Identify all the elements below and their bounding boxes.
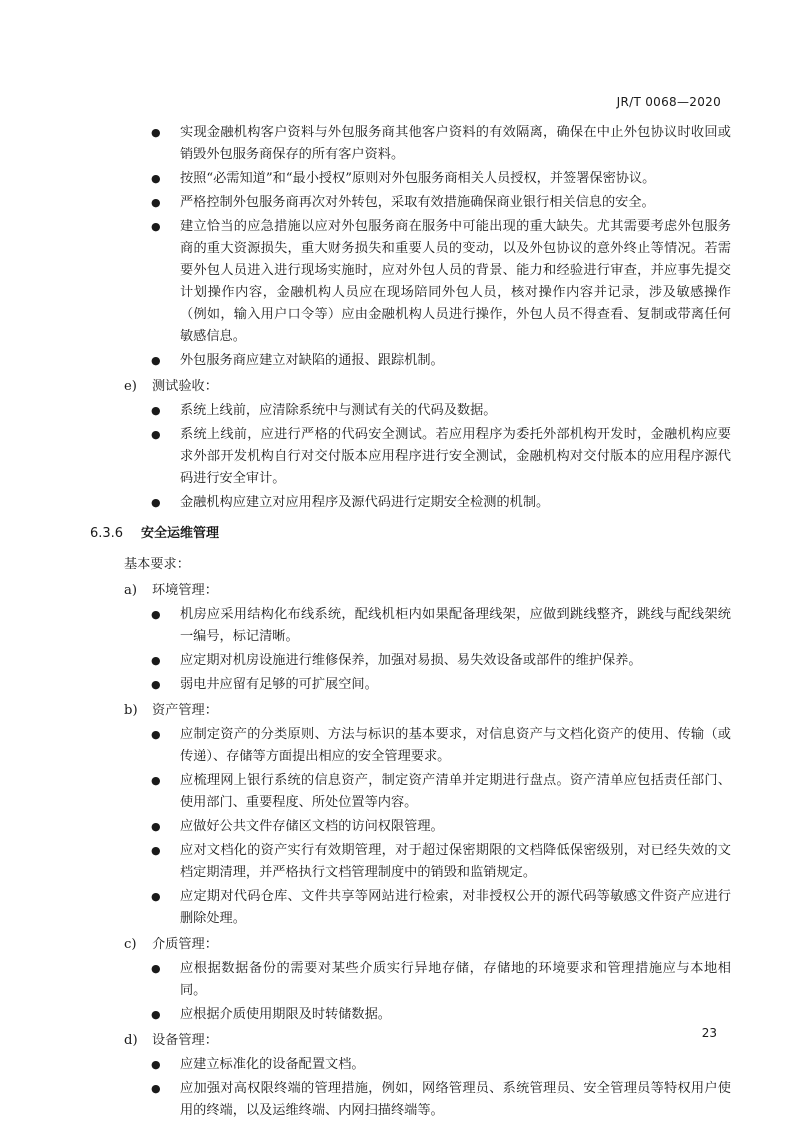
bullet-item	[0, 350, 793, 372]
bullet-icon: ●	[151, 774, 161, 787]
bullet-text: 机房应采用结构化布线系统，配线机柜内如果配备理线架，应做到跳线整齐，跳线与配线架统一编号，标记清晰。	[180, 607, 731, 644]
list-marker: d)	[124, 1033, 138, 1048]
bullet-text: 按照“必需知道”和“最小授权”原则对外包服务商相关人员授权，并签署保密协议。	[180, 171, 656, 186]
bullet-text: 外包服务商应建立对缺陷的通报、跟踪机制。	[180, 353, 444, 368]
bullet-icon: ●	[151, 1008, 161, 1021]
bullet-item	[0, 1054, 793, 1076]
page-content	[0, 122, 793, 1124]
bullet-text: 弱电井应留有足够的可扩展空间。	[180, 677, 378, 692]
bullet-icon: ●	[151, 608, 161, 621]
bullet-item	[0, 424, 793, 490]
testing-bullets	[0, 400, 793, 514]
environment-bullets	[0, 604, 793, 696]
page-number: 23	[701, 1026, 717, 1040]
bullet-text: 金融机构应建立对应用程序及源代码进行定期安全检测的机制。	[180, 495, 550, 510]
bullet-text: 应定期对机房设施进行维修保养，加强对易损、易失效设备或部件的维护保养。	[180, 653, 642, 668]
bullet-text: 应根据介质使用期限及时转储数据。	[180, 1007, 391, 1022]
list-item-d	[0, 1028, 793, 1054]
bullet-icon: ●	[151, 220, 161, 233]
bullet-icon: ●	[151, 428, 161, 441]
bullet-icon: ●	[151, 844, 161, 857]
bullet-icon: ●	[151, 678, 161, 691]
section-number: 6.3.6	[90, 526, 124, 541]
bullet-icon: ●	[151, 1058, 161, 1071]
document-code: JR/T 0068—2020	[616, 95, 721, 109]
bullet-text: 应做好公共文件存储区文档的访问权限管理。	[180, 819, 444, 834]
bullet-item	[0, 816, 793, 838]
intro-text: 基本要求：	[124, 557, 190, 572]
bullet-item	[0, 400, 793, 422]
list-marker: e)	[124, 379, 137, 394]
bullet-text: 应根据数据备份的需要对某些介质实行异地存储，存储地的环境要求和管理措施应与本地相同。	[180, 961, 731, 998]
bullet-icon: ●	[151, 654, 161, 667]
list-item-b	[0, 698, 793, 724]
bullet-item	[0, 1004, 793, 1026]
list-label: 测试验收：	[152, 379, 218, 394]
bullet-text: 系统上线前，应清除系统中与测试有关的代码及数据。	[180, 403, 497, 418]
bullet-icon: ●	[151, 126, 161, 139]
asset-bullets	[0, 724, 793, 930]
bullet-item	[0, 958, 793, 1002]
outsourcing-bullets	[0, 122, 793, 372]
bullet-text: 应定期对代码仓库、文件共享等网站进行检索，对非授权公开的源代码等敏感文件资产应进行删除处理。	[180, 889, 731, 926]
bullet-item	[0, 724, 793, 768]
bullet-item	[0, 886, 793, 930]
bullet-item	[0, 168, 793, 190]
list-item-e	[0, 374, 793, 400]
section-title: 安全运维管理	[141, 526, 220, 541]
list-marker: b)	[124, 703, 138, 718]
bullet-icon: ●	[151, 728, 161, 741]
bullet-text: 严格控制外包服务商再次对外转包，采取有效措施确保商业银行相关信息的安全。	[180, 195, 655, 210]
bullet-icon: ●	[151, 820, 161, 833]
section-heading	[0, 516, 793, 552]
bullet-item	[0, 192, 793, 214]
bullet-text: 系统上线前，应进行严格的代码安全测试。若应用程序为委托外部机构开发时，金融机构应要求外部开发机构自行对交付版本应用程序进行安全测试，金融机构对交付版本的应用程序源代码进行安全审计。	[180, 427, 731, 486]
list-marker: c)	[124, 937, 137, 952]
bullet-item	[0, 216, 793, 348]
bullet-icon: ●	[151, 196, 161, 209]
media-bullets	[0, 958, 793, 1026]
list-marker: a)	[124, 583, 138, 598]
list-label: 资产管理：	[152, 703, 218, 718]
bullet-icon: ●	[151, 172, 161, 185]
bullet-item	[0, 604, 793, 648]
bullet-text: 应加强对高权限终端的管理措施，例如，网络管理员、系统管理员、安全管理员等特权用户使用的终端，以及运维终端、内网扫描终端等。	[180, 1081, 731, 1118]
bullet-item	[0, 650, 793, 672]
list-label: 环境管理：	[152, 583, 218, 598]
list-item-a	[0, 578, 793, 604]
list-label: 介质管理：	[152, 937, 218, 952]
bullet-item	[0, 840, 793, 884]
bullet-text: 应制定资产的分类原则、方法与标识的基本要求，对信息资产与文档化资产的使用、传输（或传递）、存储等方面提出相应的安全管理要求。	[180, 727, 731, 764]
bullet-item	[0, 1078, 793, 1122]
bullet-text: 实现金融机构客户资料与外包服务商其他客户资料的有效隔离，确保在中止外包协议时收回或销毁外包服务商保存的所有客户资料。	[180, 125, 731, 162]
bullet-icon: ●	[151, 1082, 161, 1095]
bullet-item	[0, 492, 793, 514]
device-bullets	[0, 1054, 793, 1122]
bullet-icon: ●	[151, 354, 161, 367]
bullet-icon: ●	[151, 404, 161, 417]
bullet-item	[0, 122, 793, 166]
bullet-item	[0, 770, 793, 814]
bullet-icon: ●	[151, 496, 161, 509]
bullet-icon: ●	[151, 962, 161, 975]
bullet-text: 应建立标准化的设备配置文档。	[180, 1057, 365, 1072]
bullet-item	[0, 674, 793, 696]
list-item-c	[0, 932, 793, 958]
list-label: 设备管理：	[152, 1033, 218, 1048]
bullet-icon: ●	[151, 890, 161, 903]
bullet-text: 应梳理网上银行系统的信息资产，制定资产清单并定期进行盘点。资产清单应包括责任部门、使用部门、重要程度、所处位置等内容。	[180, 773, 731, 810]
bullet-text: 应对文档化的资产实行有效期管理，对于超过保密期限的文档降低保密级别，对已经失效的文档定期清理，并严格执行文档管理制度中的销毁和监销规定。	[180, 843, 731, 880]
bullet-text: 建立恰当的应急措施以应对外包服务商在服务中可能出现的重大缺失。尤其需要考虑外包服务商的重大资源损失，重大财务损失和重要人员的变动，以及外包协议的意外终止等情况。若需要外包人员进入进行现场实施时，应对外包人员的背景、能力和经验进行审查，并应事先提交计划操作内容，金融机构人员应在现场陪同外包人员，核对操作内容并记录，涉及敏感操作（例如，输入用户口令等）应由金融机构人员进行操作，外包人员不得查看、复制或带离任何敏感信息。	[180, 219, 731, 344]
